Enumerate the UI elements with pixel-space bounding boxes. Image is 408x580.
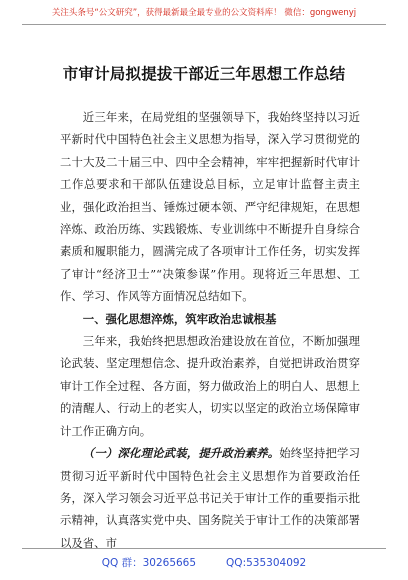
top-banner: 关注头条号“公文研究”，获得最新最全最专业的公文资料库！ 微信：gongwenyj: [51, 8, 357, 18]
section-1-heading: 一、强化思想淬炼，筑牢政治忠诚根基: [82, 311, 277, 326]
section-1-paragraph: 三年来，我始终把思想政治建设放在首位，不断加强理论武装、坚定理想信念、提升政治素养，自觉把讲政治贯穿审计工作全过程、各方面，努力做政治上的明白人、思想上的清醒人、行动上的老实人，切实以坚定的政治立场保障审计工作正确方向。: [60, 334, 360, 438]
footer-qq-number: QQ:535304092: [226, 557, 307, 569]
footer-qq-group: QQ 群：30265665: [101, 557, 197, 569]
subsection-1-text: 始终坚持把学习贯彻习近平新时代中国特色社会主义思想作为首要政治任务，深入学习领会习近平总书记关于审计工作的重要指示批示精神，认真落实党中央、国务院关于审计工作的决策部署以及省、市: [60, 446, 360, 550]
top-divider: [22, 24, 386, 25]
footer: [0, 555, 408, 570]
subsection-1-paragraph: [60, 442, 360, 554]
document-title: 市审计局拟提拔干部近三年思想工作总结: [62, 65, 346, 83]
footer-divider: [22, 548, 386, 549]
intro-paragraph: 近三年来，在局党组的坚强领导下，我始终坚持以习近平新时代中国特色社会主义思想为指导，深入学习贯彻党的二十大及二十届三中、四中全会精神，牢牢把握新时代审计工作总要求和干部队伍建设总目标，立足审计监督主责主业，强化政治担当、锤炼过硬本领、严守纪律规矩，在思想淬炼、政治历练、实践锻炼、专业训练中不断提升自身综合素质和履职能力，圆满完成了各项审计工作任务，切实发挥了审计“经济卫士”“决策参谋”作用。现将近三年思想、工作、学习、作风等方面情况总结如下。: [60, 110, 360, 304]
document-body: [60, 106, 360, 554]
subsection-1-label: （一）深化理论武装，提升政治素养。: [82, 446, 280, 461]
